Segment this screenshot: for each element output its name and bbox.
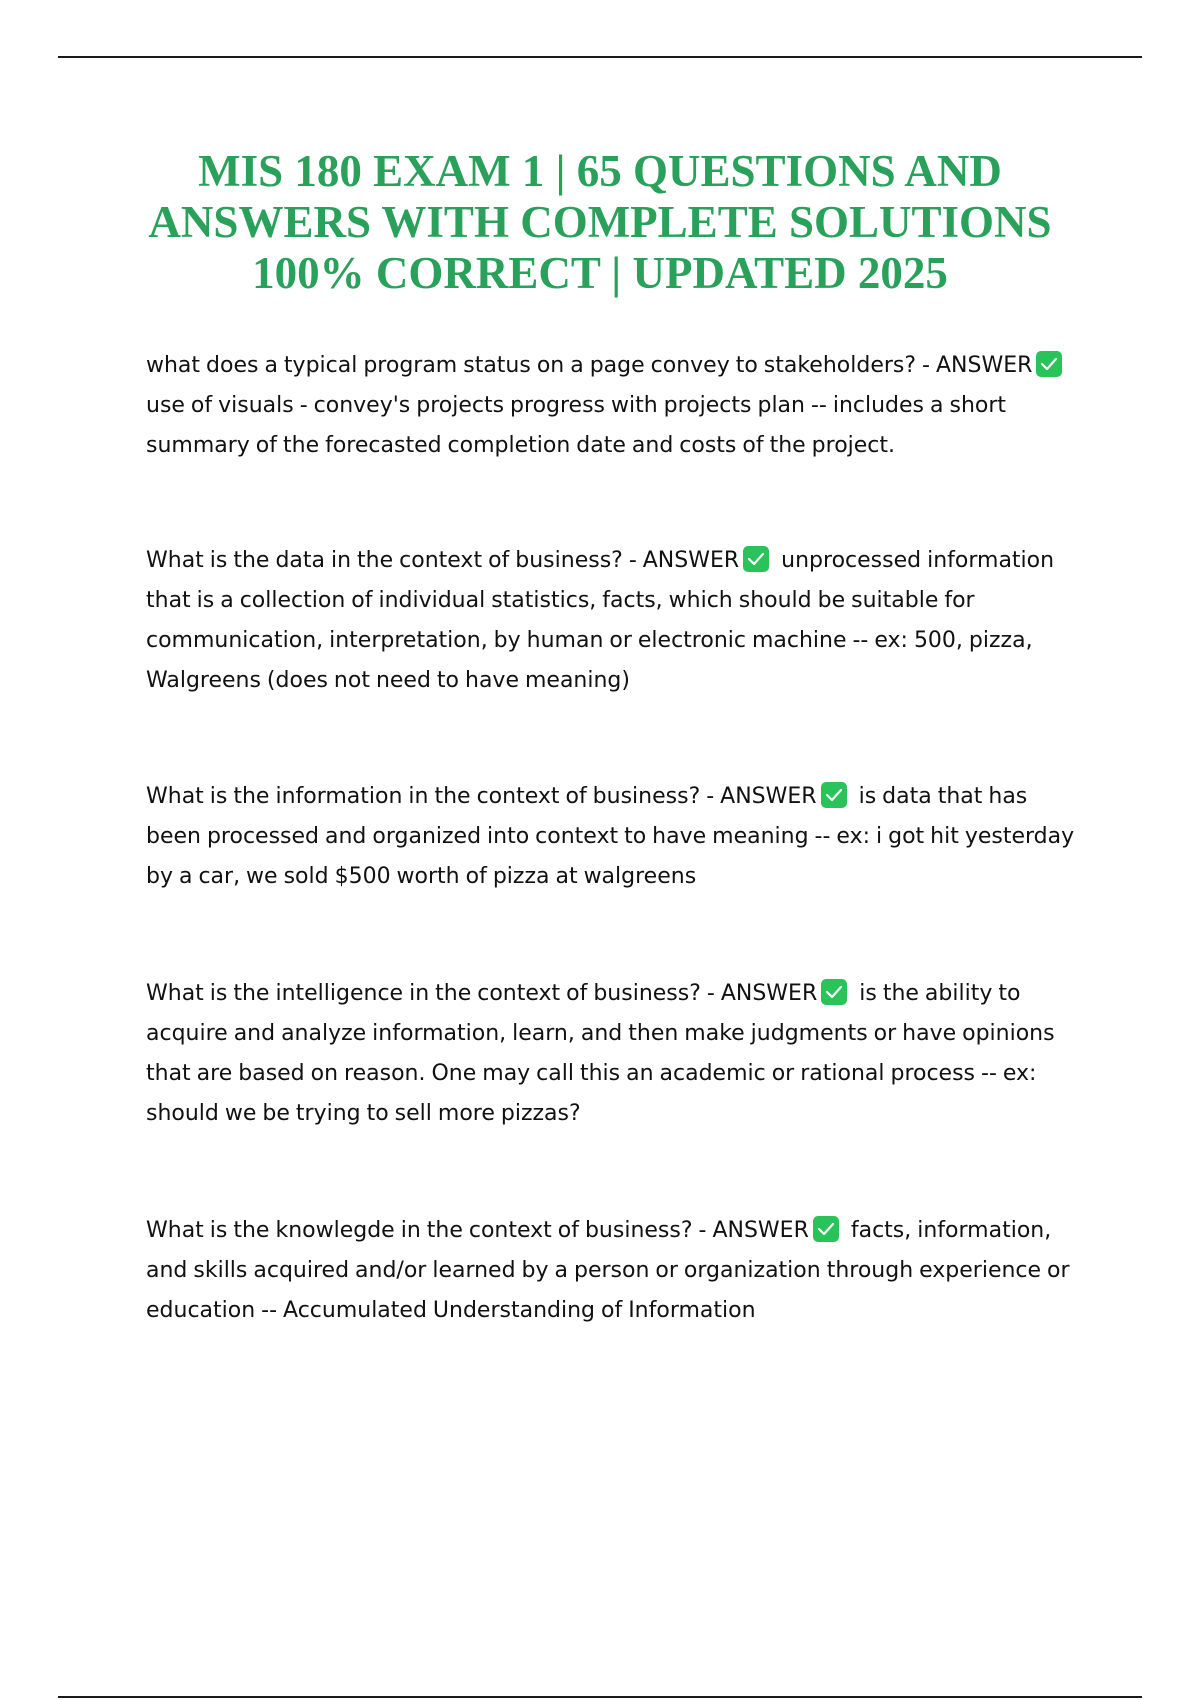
answer-text: facts, information, and skills acquired and/or learned by a person or organization through experience or education -- Accumulated Understanding of Information [146, 1218, 1070, 1323]
title-line: ANSWERS WITH COMPLETE SOLUTIONS [148, 197, 1052, 247]
check-box-icon [1036, 351, 1062, 377]
qa-item [146, 974, 1086, 1134]
answer-text: use of visuals - convey's projects progress with projects plan -- includes a short summary of the forecasted completion date and costs of the project. [146, 393, 1007, 458]
check-box-icon [821, 979, 847, 1005]
bottom-rule [58, 1696, 1142, 1698]
qa-item [146, 541, 1086, 701]
question-text: What is the knowlegde in the context of business? - ANSWER [146, 1218, 809, 1243]
title-line: MIS 180 EXAM 1 | 65 QUESTIONS AND [198, 146, 1002, 196]
document-title [100, 146, 1100, 299]
top-rule [58, 56, 1142, 58]
answer-text: unprocessed information that is a collection of individual statistics, facts, which should be suitable for communication, interpretation, by human or electronic machine -- ex: 500, pizza, Walgreens (does not need to have meaning) [146, 548, 1055, 693]
qa-item [146, 777, 1086, 897]
qa-list [146, 346, 1086, 1331]
check-box-icon [821, 782, 847, 808]
question-text: What is the intelligence in the context of business? - ANSWER [146, 981, 818, 1006]
question-text: What is the data in the context of business? - ANSWER [146, 548, 740, 573]
qa-item [146, 1211, 1086, 1331]
check-box-icon [743, 546, 769, 572]
check-box-icon [813, 1216, 839, 1242]
answer-text: is the ability to acquire and analyze information, learn, and then make judgments or have opinions that are based on reason. One may call this an academic or rational process -- ex: should we be trying to sell more pizzas? [146, 981, 1055, 1126]
answer-text: is data that has been processed and organized into context to have meaning -- ex: i got hit yesterday by a car, we sold $500 worth of pizza at walgreens [146, 784, 1075, 889]
title-line: 100% CORRECT | UPDATED 2025 [252, 248, 948, 298]
qa-item [146, 346, 1086, 466]
question-text: what does a typical program status on a page convey to stakeholders? - ANSWER [146, 353, 1033, 378]
question-text: What is the information in the context of business? - ANSWER [146, 784, 817, 809]
